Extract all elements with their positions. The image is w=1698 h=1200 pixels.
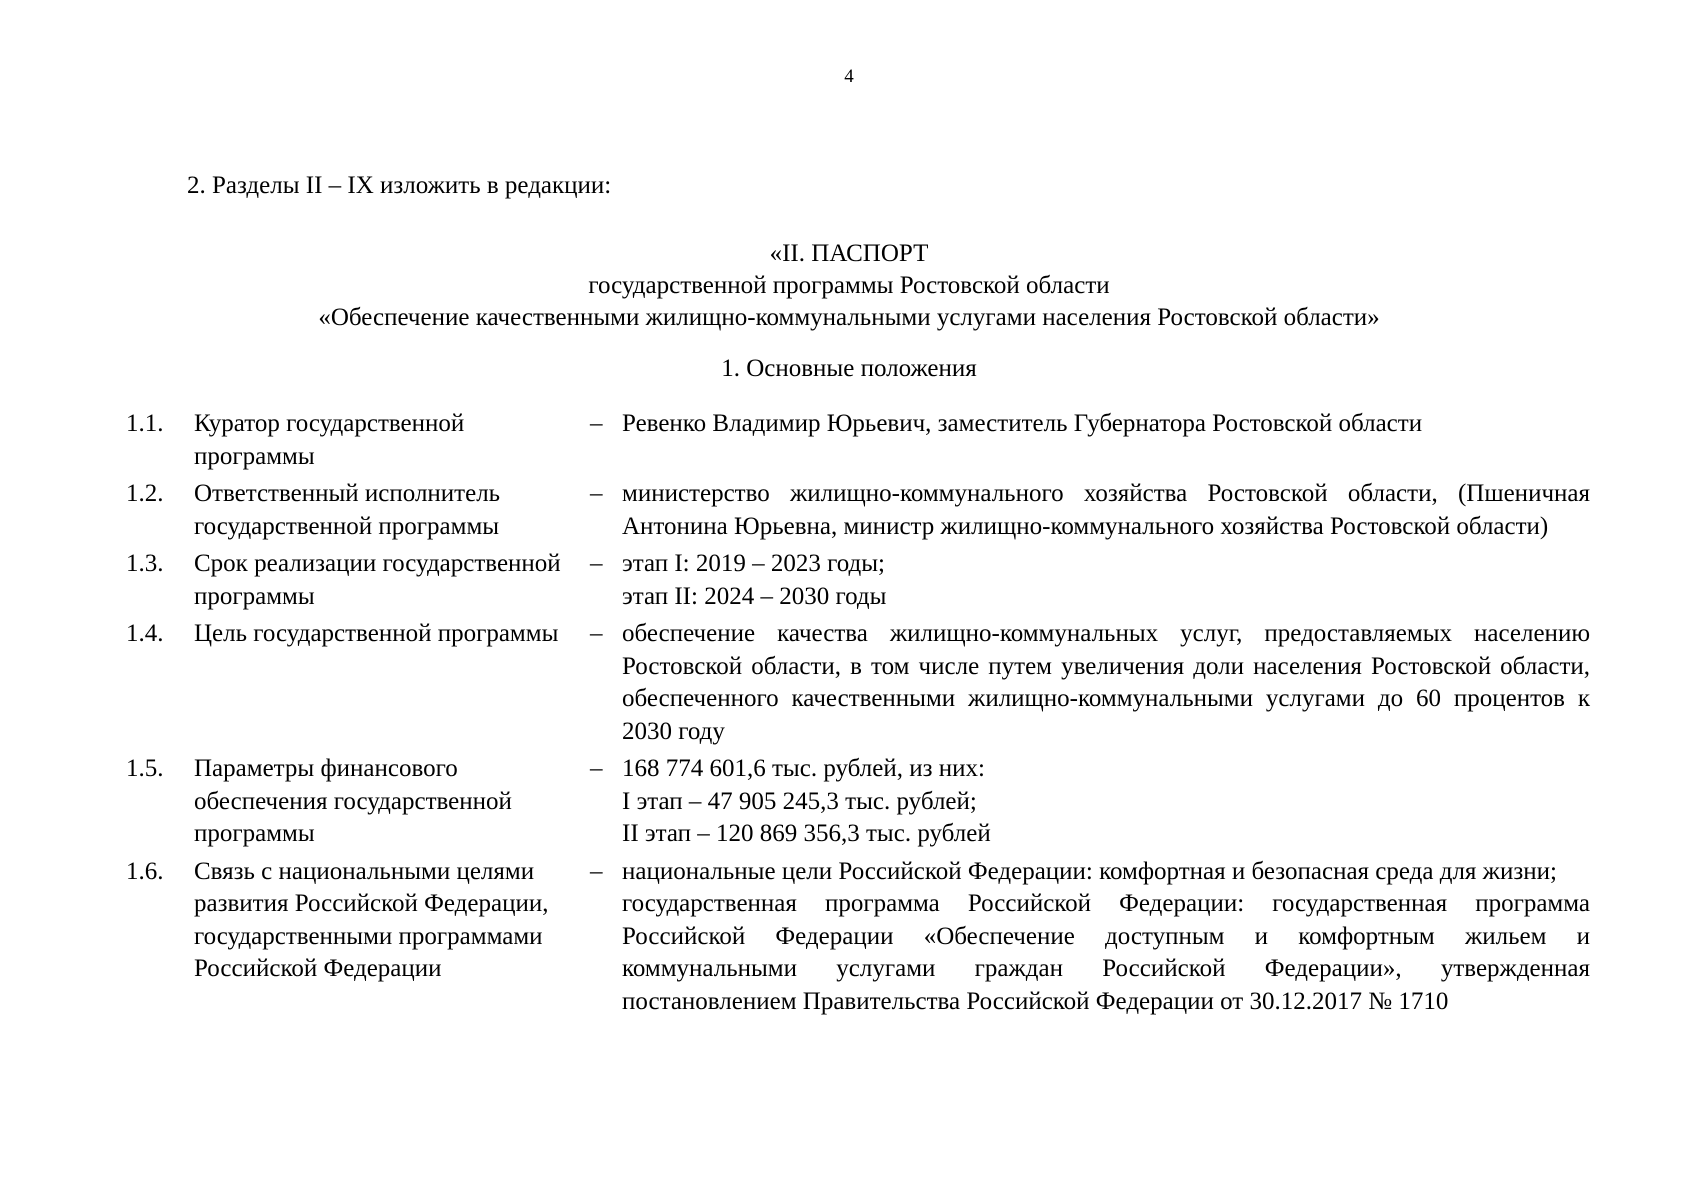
row-value-line: 168 774 601,6 тыс. рублей, из них: — [622, 755, 985, 782]
passport-row — [126, 856, 1590, 1019]
row-value-line: государственная программа Российской Федерации: государственная программа Российской Федерации «Обеспечение доступным и комфортным жильем и коммунальными услугами граждан Российской Федерации», утвержденная постановлением Правительства Российской Федерации от 30.12.2017 № 1710 — [622, 890, 1590, 1015]
row-dash: – — [590, 857, 603, 885]
passport-row — [126, 618, 1590, 748]
row-label: Срок реализации государственной программы — [194, 550, 561, 610]
row-label: Куратор государственной программы — [194, 410, 465, 470]
row-value — [622, 548, 1590, 613]
row-number: 1.5. — [126, 755, 164, 782]
row-value-line: министерство жилищно-коммунального хозяйства Ростовской области, (Пшеничная Антонина Юрьевна, министр жилищно-коммунального хозяйства Ростовской области) — [622, 480, 1590, 540]
row-value-line: этап I: 2019 – 2023 годы; — [622, 550, 886, 577]
section-title: 1. Основные положения — [721, 355, 977, 382]
row-value-line: II этап – 120 869 356,3 тыс. рублей — [622, 820, 991, 847]
row-number: 1.6. — [126, 857, 164, 885]
row-dash: – — [590, 480, 603, 507]
row-number: 1.3. — [126, 550, 164, 577]
row-value-line: I этап – 47 905 245,3 тыс. рублей; — [622, 787, 977, 815]
passport-row — [126, 478, 1590, 543]
row-dash: – — [590, 755, 603, 782]
row-value — [622, 478, 1590, 543]
row-value-line: национальные цели Российской Федерации: комфортная и безопасная среда для жизни; — [622, 857, 1557, 885]
row-value-line: Ревенко Владимир Юрьевич, заместитель Губернатора Ростовской области — [622, 410, 1423, 437]
passport-row — [126, 753, 1590, 851]
row-label: Ответственный исполнитель государственной программы — [194, 480, 501, 540]
row-label: Цель государственной программы — [194, 620, 559, 647]
row-value — [622, 618, 1590, 748]
passport-heading — [0, 238, 1698, 334]
row-value — [622, 856, 1590, 1019]
row-value-line: этап II: 2024 – 2030 годы — [622, 582, 887, 610]
passport-row — [126, 408, 1590, 473]
row-number: 1.2. — [126, 480, 164, 507]
row-number: 1.1. — [126, 410, 164, 437]
passport-heading-title: «II. ПАСПОРТ — [769, 240, 929, 267]
passport-table — [126, 408, 1590, 1023]
row-dash: – — [590, 620, 603, 647]
row-dash: – — [590, 410, 603, 437]
passport-heading-program-name: «Обеспечение качественными жилищно-коммунальными услугами населения Ростовской области» — [318, 304, 1380, 331]
row-dash: – — [590, 550, 603, 577]
row-value — [622, 753, 1590, 851]
row-value-line: обеспечение качества жилищно-коммунальных услуг, предоставляемых населению Ростовской области, в том числе путем увеличения доли населения Ростовской области, обеспеченного качественными жилищно-коммунальными услугами до 60 процентов к 2030 году — [622, 620, 1590, 745]
passport-row — [126, 548, 1590, 613]
page-number: 4 — [844, 66, 854, 87]
intro-paragraph: 2. Разделы II – IX изложить в редакции: — [187, 172, 612, 199]
passport-heading-subtitle: государственной программы Ростовской области — [588, 272, 1110, 299]
row-number: 1.4. — [126, 620, 164, 647]
row-label: Связь с национальными целями развития Российской Федерации, государственными программами Российской Федерации — [194, 857, 549, 982]
row-label: Параметры финансового обеспечения государственной программы — [194, 755, 512, 847]
row-value — [622, 408, 1590, 441]
